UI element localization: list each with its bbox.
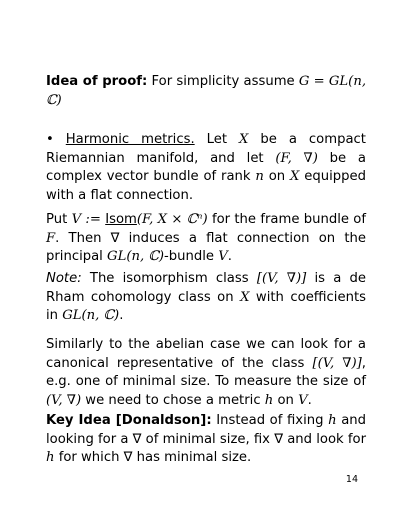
text-segment: on	[273, 392, 299, 408]
math-h: h	[264, 392, 274, 408]
text-segment: , e.g. one of minimal size. To measure the size of	[46, 355, 366, 390]
math-F-nabla: (F, ∇)	[275, 150, 318, 166]
text-segment: we need to chose a metric	[81, 392, 265, 408]
text-segment: .	[307, 392, 312, 408]
text-segment: .	[227, 249, 232, 265]
math-X: X	[240, 289, 250, 305]
math-V-nabla: (V, ∇)	[46, 392, 82, 408]
text-segment: with coefficients in	[46, 289, 366, 324]
text-segment: Instead of fixing	[211, 413, 329, 428]
note-label: Note:	[46, 271, 82, 286]
math-class: [(V, ∇)]	[256, 271, 307, 286]
text-segment: The isomorphism class	[81, 271, 257, 286]
math-V-def: V :=	[71, 212, 101, 227]
math-n: n	[255, 169, 264, 185]
text-segment: for which ∇ has minimal size.	[54, 450, 252, 466]
frame-bundle-paragraph	[46, 211, 366, 267]
text-segment: equipped with a flat connection.	[46, 169, 366, 203]
harmonic-metrics-heading: Harmonic metrics.	[65, 132, 195, 147]
math-class: [(V, ∇)]	[312, 355, 362, 371]
math-group-G: G = GL(n, ℂ)	[46, 74, 367, 108]
math-F: F	[46, 230, 56, 246]
math-h: h	[328, 413, 337, 428]
math-X: X	[239, 132, 249, 147]
text-segment: For simplicity assume	[147, 74, 299, 89]
text-segment: and looking for a ∇ of minimal size, fix ∇ and look for	[46, 413, 367, 447]
key-idea-heading: Key Idea [Donaldson]:	[46, 413, 212, 428]
abelian-case-paragraph	[46, 336, 366, 410]
math-h: h	[46, 450, 55, 466]
idea-of-proof-heading: Idea of proof:	[46, 74, 148, 89]
text-segment: Put	[46, 212, 72, 227]
text-segment: is a de Rham cohomology class on	[46, 271, 367, 305]
text-segment: Let	[194, 132, 240, 147]
text-segment: Similarly to the abelian case we can look for a canonical representative of the class	[46, 337, 366, 371]
isom-label: Isom	[105, 212, 137, 227]
text-segment: be a complex vector bundle of rank	[46, 150, 366, 185]
idea-of-proof-paragraph	[46, 73, 366, 110]
math-V: V	[298, 392, 308, 408]
math-V: V	[218, 249, 228, 265]
math-X: X	[290, 169, 300, 185]
math-GL: GL(n, ℂ)	[62, 308, 120, 324]
text-segment: . Then ∇ induces a flat connection on the principal	[46, 230, 366, 265]
math-isom-args: (F, X × ℂⁿ)	[136, 212, 208, 227]
page-number: 14	[345, 474, 358, 485]
text-segment: for the frame bundle of	[207, 212, 366, 227]
harmonic-metrics-paragraph	[46, 131, 366, 205]
math-GL: GL(n, ℂ)	[107, 249, 165, 265]
text-segment: .	[119, 308, 124, 324]
text-segment: be a compact Riemannian manifold, and let	[46, 132, 366, 166]
text-segment: on	[263, 169, 291, 185]
note-paragraph	[46, 270, 366, 326]
key-idea-paragraph	[46, 412, 366, 468]
bullet: •	[46, 132, 54, 147]
text-segment: -bundle	[164, 249, 219, 265]
